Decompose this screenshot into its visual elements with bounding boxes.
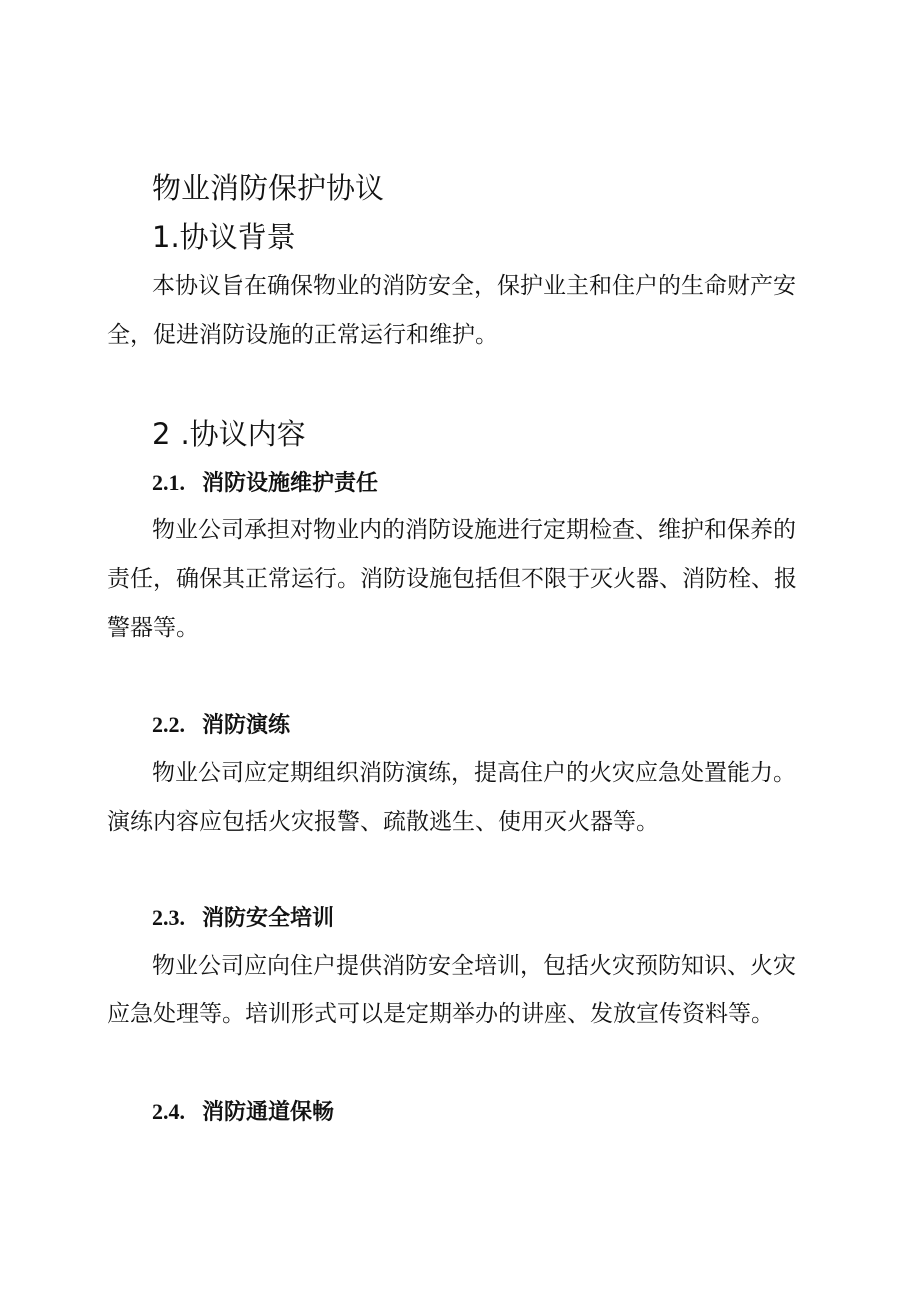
subsection-number: 2.2. xyxy=(152,712,185,737)
subsection-2-1-heading xyxy=(152,468,378,499)
section-title: 协议背景 xyxy=(179,220,296,254)
section-2-heading xyxy=(152,414,306,454)
subsection-number: 2.4. xyxy=(152,1099,185,1124)
subsection-2-3-heading xyxy=(152,903,334,934)
paragraph-line: 警器等。 xyxy=(107,615,199,641)
section-title: .协议内容 xyxy=(180,417,306,451)
document-title: 物业消防保护协议 xyxy=(152,171,385,205)
section-number: 2 xyxy=(152,417,171,451)
subsection-number: 2.3. xyxy=(152,905,185,930)
subsection-2-4-heading xyxy=(152,1097,334,1128)
subsection-title: 消防通道保畅 xyxy=(202,1100,335,1125)
subsection-title: 消防安全培训 xyxy=(202,906,335,931)
paragraph-line: 本协议旨在确保物业的消防安全，保护业主和住户的生命财产安 xyxy=(152,273,796,299)
paragraph-line: 物业公司应向住户提供消防安全培训，包括火灾预防知识、火灾 xyxy=(152,953,796,979)
paragraph-line: 物业公司承担对物业内的消防设施进行定期检查、维护和保养的 xyxy=(152,517,796,543)
paragraph-line: 全，促进消防设施的正常运行和维护。 xyxy=(107,322,498,348)
section-number: 1. xyxy=(152,220,180,254)
subsection-2-2-heading xyxy=(152,710,290,741)
paragraph-line: 物业公司应定期组织消防演练，提高住户的火灾应急处置能力。 xyxy=(152,760,796,786)
paragraph-line: 演练内容应包括火灾报警、疏散逃生、使用灭火器等。 xyxy=(107,809,659,835)
subsection-title: 消防设施维护责任 xyxy=(202,471,379,496)
paragraph-line: 应急处理等。培训形式可以是定期举办的讲座、发放宣传资料等。 xyxy=(107,1001,774,1027)
paragraph-line: 责任，确保其正常运行。消防设施包括但不限于灭火器、消防栓、报 xyxy=(107,566,797,592)
subsection-number: 2.1. xyxy=(152,470,185,495)
section-1-heading xyxy=(152,217,296,257)
subsection-title: 消防演练 xyxy=(202,713,291,738)
